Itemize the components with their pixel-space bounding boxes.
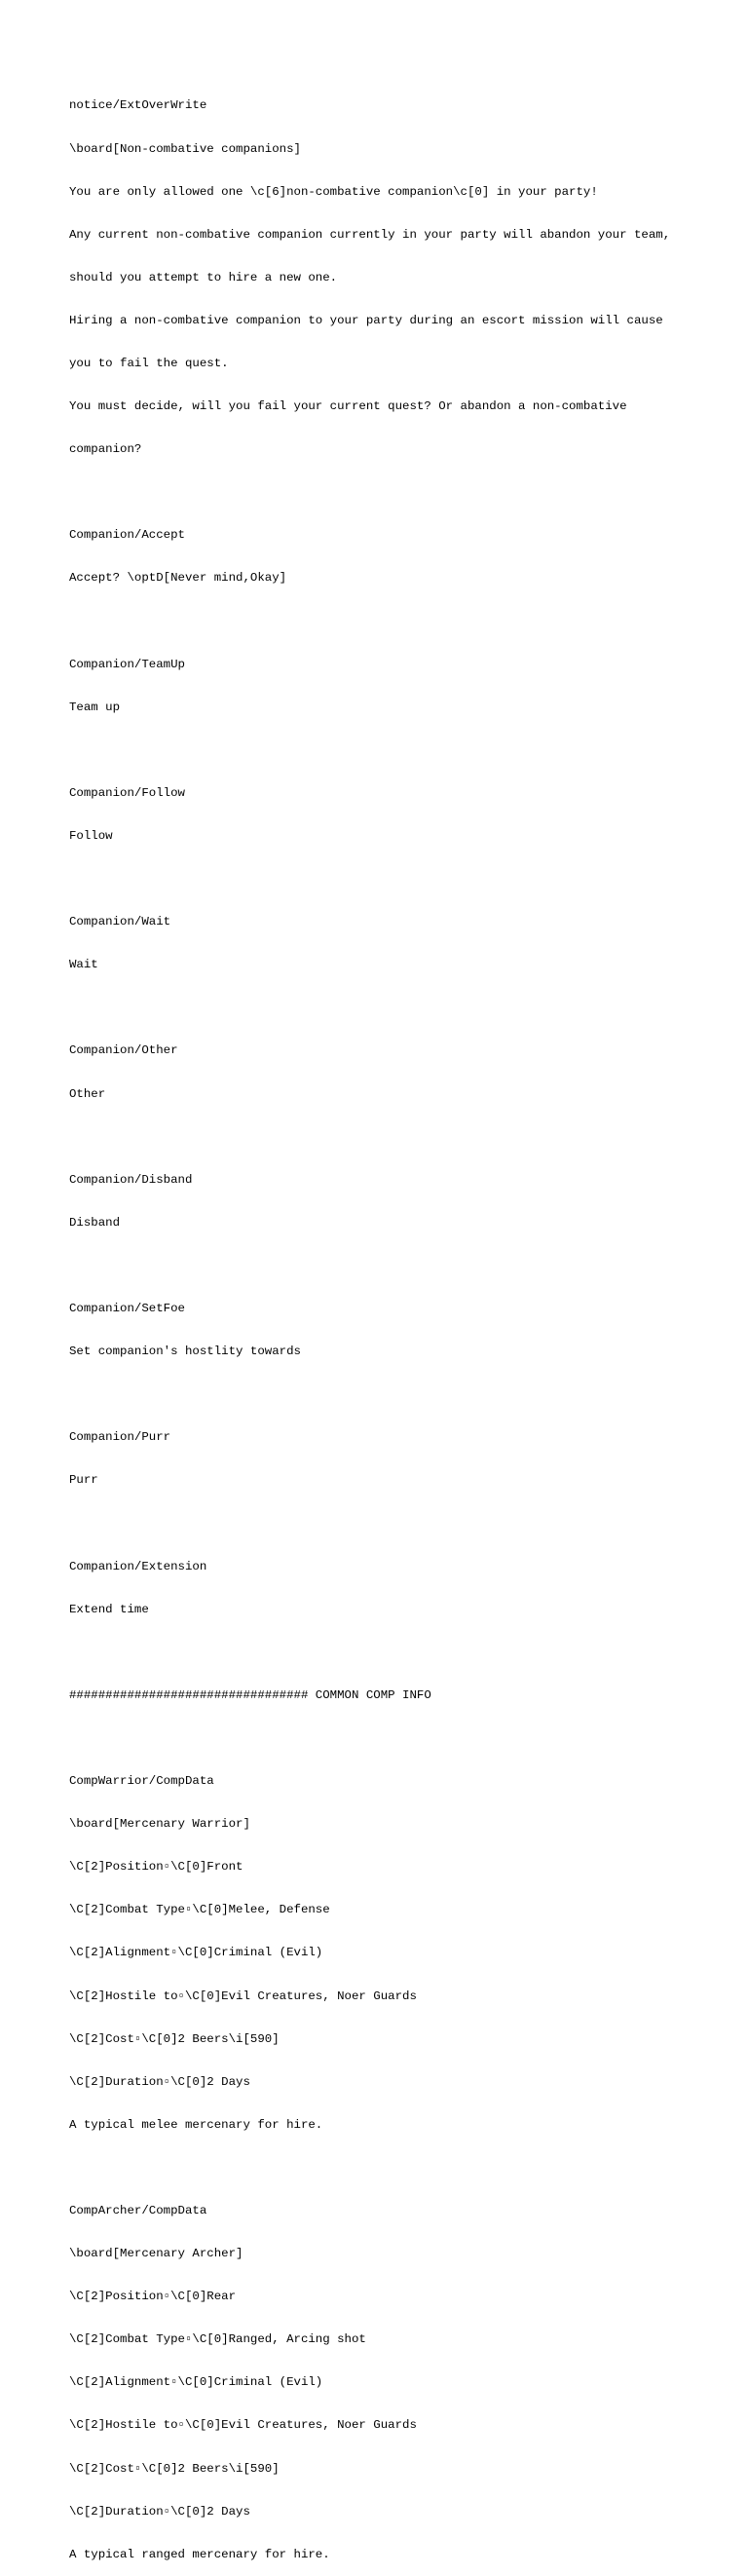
text-line: Companion/Extension (69, 1559, 207, 1573)
text-line: Hiring a non-combative companion to your party during an escort mission will cause (69, 313, 663, 327)
text-line: Companion/Purr (69, 1430, 171, 1445)
text-line: you to fail the quest. (69, 356, 229, 370)
text-line: \C[2]Duration▫\C[0]2 Days (69, 2504, 250, 2519)
text-line: should you attempt to hire a new one. (69, 270, 338, 284)
text-line: Any current non-combative companion currently in your party will abandon your team, (69, 227, 671, 242)
text-line: \C[2]Position▫\C[0]Rear (69, 2290, 237, 2304)
text-line: Wait (69, 958, 98, 972)
text-line: CompWarrior/CompData (69, 1774, 214, 1789)
text-line: Companion/SetFoe (69, 1302, 185, 1316)
text-line (69, 743, 731, 758)
text-line: A typical melee mercenary for hire. (69, 2117, 323, 2132)
text-line: Companion/Other (69, 1043, 178, 1058)
text-line (69, 1517, 731, 1532)
text-line: \C[2]Cost▫\C[0]2 Beers\i[590] (69, 2031, 280, 2046)
text-line: \board[Mercenary Warrior] (69, 1817, 250, 1832)
text-line (69, 485, 731, 500)
text-line: \C[2]Alignment▫\C[0]Criminal (Evil) (69, 2375, 323, 2390)
text-line: Other (69, 1086, 106, 1101)
text-line: Set companion's hostlity towards (69, 1345, 301, 1359)
text-line: Companion/TeamUp (69, 657, 185, 671)
text-line: \C[2]Cost▫\C[0]2 Beers\i[590] (69, 2461, 280, 2476)
text-line (69, 1646, 731, 1660)
text-line: CompArcher/CompData (69, 2204, 207, 2217)
text-line: Disband (69, 1215, 121, 1230)
text-line (69, 1731, 731, 1746)
text-line: Companion/Follow (69, 785, 185, 800)
text-line: Purr (69, 1473, 98, 1488)
text-line (69, 1259, 731, 1273)
section-divider: ################################# COMMON COMP INFO (69, 1687, 431, 1702)
text-line: Companion/Wait (69, 915, 171, 929)
text-line: You are only allowed one \c[6]non-combative companion\c[0] in your party! (69, 184, 598, 199)
text-line: Extend time (69, 1602, 149, 1616)
text-line: Accept? \optD[Never mind,Okay] (69, 571, 287, 586)
text-line (69, 2161, 731, 2176)
text-line: You must decide, will you fail your current quest? Or abandon a non-combative (69, 399, 627, 414)
text-line: Companion/Accept (69, 528, 185, 543)
text-line: A typical ranged mercenary for hire. (69, 2547, 330, 2561)
text-line: \C[2]Hostile to▫\C[0]Evil Creatures, Noer Guards (69, 1989, 417, 2003)
text-line: \C[2]Combat Type▫\C[0]Melee, Defense (69, 1903, 330, 1917)
text-line (69, 1001, 731, 1015)
text-line: \C[2]Hostile to▫\C[0]Evil Creatures, Noer Guards (69, 2418, 417, 2433)
text-line (69, 1130, 731, 1145)
text-line (69, 1387, 731, 1402)
text-line: \C[2]Combat Type▫\C[0]Ranged, Arcing shot (69, 2332, 366, 2347)
text-line: Follow (69, 829, 113, 843)
text-line: Team up (69, 700, 121, 714)
text-line (69, 872, 731, 887)
document-text (69, 70, 731, 2576)
text-line: Companion/Disband (69, 1172, 193, 1187)
text-line: notice/ExtOverWrite (69, 98, 207, 113)
text-line: companion? (69, 442, 142, 457)
text-line: \C[2]Position▫\C[0]Front (69, 1860, 243, 1875)
text-line: \C[2]Alignment▫\C[0]Criminal (Evil) (69, 1946, 323, 1960)
text-line: \board[Non-combative companions] (69, 141, 301, 156)
text-line (69, 615, 731, 629)
text-line: \C[2]Duration▫\C[0]2 Days (69, 2074, 250, 2089)
text-line: \board[Mercenary Archer] (69, 2247, 243, 2261)
